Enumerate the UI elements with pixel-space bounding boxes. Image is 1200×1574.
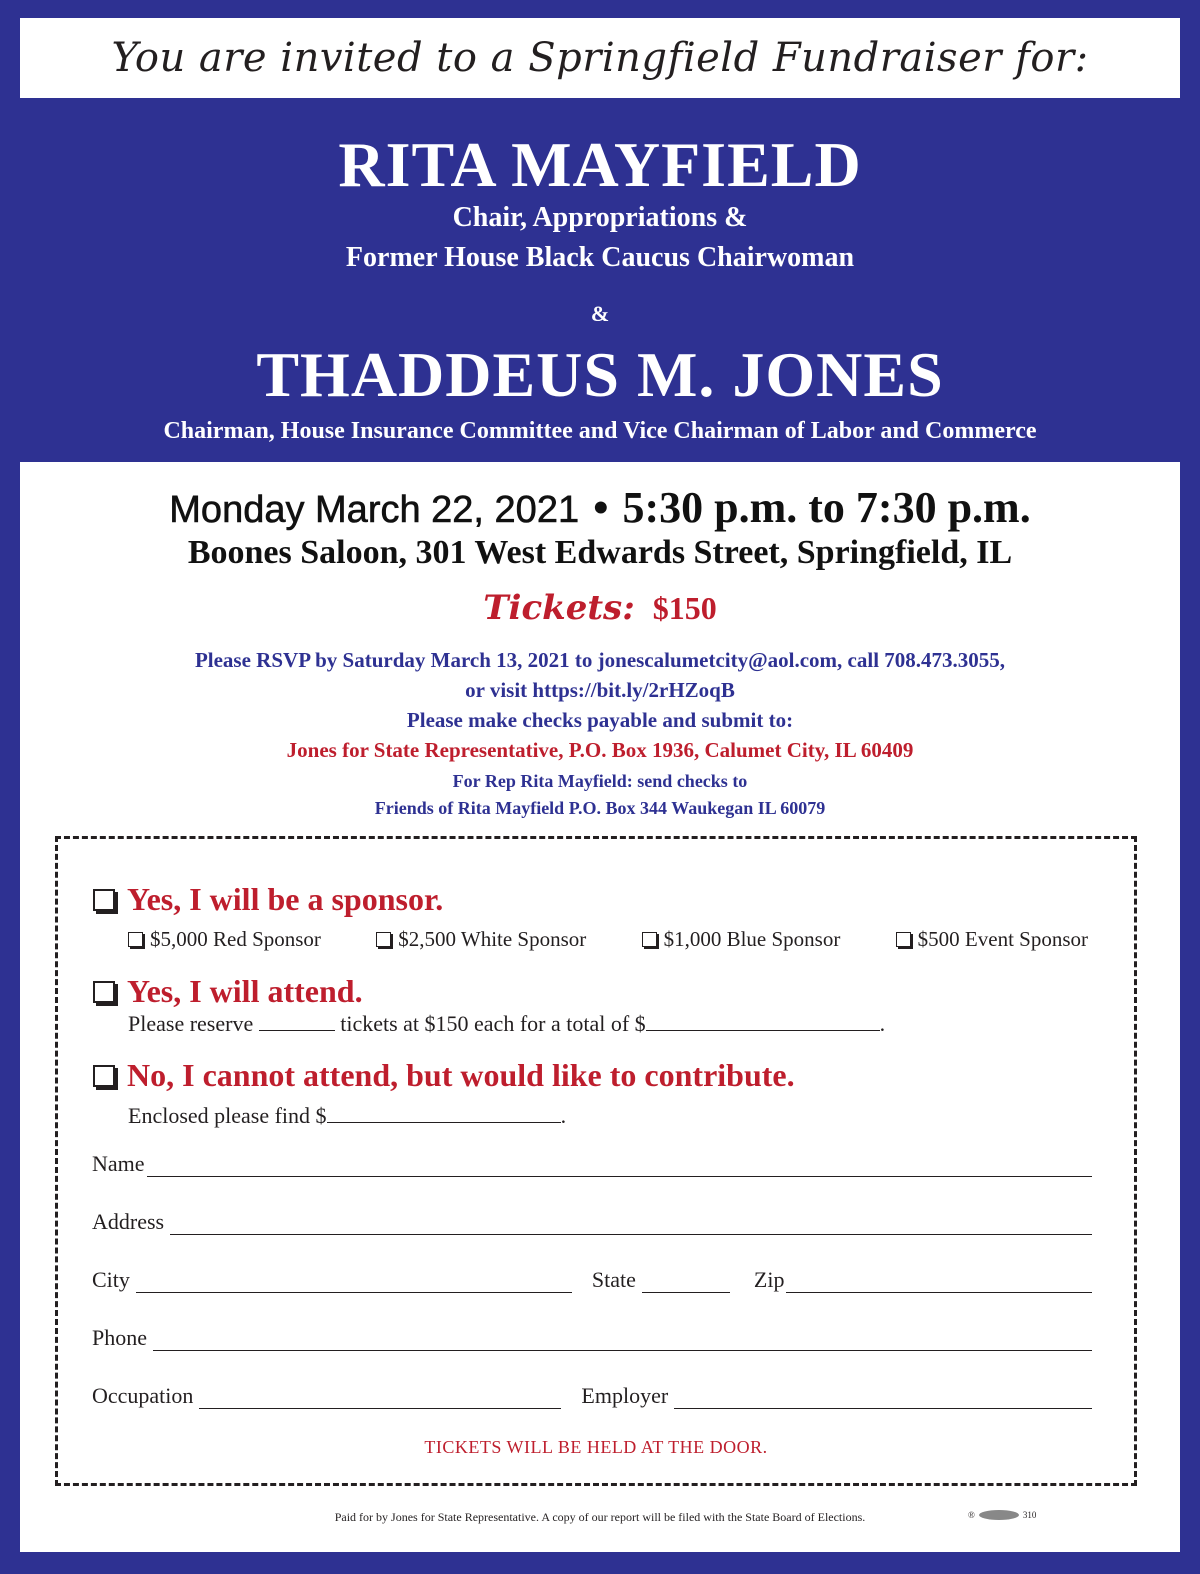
event-time: 5:30 p.m. to 7:30 p.m. [622, 483, 1031, 532]
event-date: Monday March 22, 2021 [169, 489, 580, 531]
union-number: 310 [1022, 1510, 1037, 1520]
period: . [560, 1103, 567, 1128]
candidate1-name: RITA MAYFIELD [338, 129, 862, 200]
enclosed-label: Enclosed please find $ [128, 1103, 327, 1128]
details-panel [20, 462, 1180, 1552]
reserve-label: Please reserve [128, 1011, 254, 1036]
zip-label: Zip [753, 1267, 785, 1292]
ampersand: & [590, 301, 610, 326]
enclosed-line [128, 1103, 566, 1129]
state-field[interactable] [642, 1273, 730, 1293]
checkbox[interactable] [642, 932, 657, 947]
name-row [92, 1151, 1092, 1177]
state-label: State [591, 1267, 636, 1292]
jones-mailing-address: Jones for State Representative, P.O. Box 1936, Calumet City, IL 60409 [286, 738, 914, 762]
sponsor-levels [128, 927, 1088, 952]
sponsor-option[interactable] [93, 881, 443, 918]
mayfield-checks-note: For Rep Rita Mayfield: send checks to [452, 771, 748, 791]
sponsor-level-event[interactable] [896, 927, 1088, 952]
city-field[interactable] [136, 1273, 572, 1293]
address-label: Address [92, 1209, 165, 1234]
bullet: • [593, 483, 609, 532]
paid-for-disclaimer: Paid for by Jones for State Representative. A copy of our report will be filed with the State Board of Elections. [334, 1510, 866, 1524]
attend-checkbox[interactable] [93, 981, 115, 1003]
rsvp-link-line: or visit https://bit.ly/2rHZoqB [465, 678, 735, 702]
union-logo-icon [979, 1510, 1019, 1520]
event-venue: Boones Saloon, 301 West Edwards Street, Springfield, IL [187, 534, 1013, 571]
checkbox[interactable] [896, 932, 911, 947]
contribution-amount-field[interactable] [327, 1105, 561, 1123]
occupation-label: Occupation [92, 1383, 194, 1408]
invitation-line: You are invited to a Springfield Fundraiser for: [111, 35, 1089, 81]
employer-label: Employer [581, 1383, 669, 1408]
candidate1-title2: Former House Black Caucus Chairwoman [345, 242, 855, 273]
name-label: Name [92, 1151, 145, 1176]
sponsor-level-label: $1,000 Blue Sponsor [663, 927, 841, 951]
sponsor-heading: Yes, I will be a sponsor. [127, 881, 444, 917]
city-label: City [92, 1267, 130, 1292]
checkbox[interactable] [376, 932, 391, 947]
candidate1-title1: Chair, Appropriations & [452, 202, 748, 233]
phone-label: Phone [92, 1325, 147, 1350]
occupation-field[interactable] [199, 1389, 561, 1409]
ticket-count-field[interactable] [259, 1013, 335, 1031]
period: . [879, 1011, 886, 1036]
zip-field[interactable] [786, 1273, 1092, 1293]
tickets-price: $150 [652, 590, 717, 626]
candidate2-name: THADDEUS M. JONES [256, 339, 944, 410]
phone-field[interactable] [153, 1331, 1092, 1351]
invitation-banner [20, 18, 1180, 98]
phone-row [92, 1325, 1092, 1351]
contribute-checkbox[interactable] [93, 1065, 115, 1087]
attend-option[interactable] [93, 973, 363, 1010]
sponsor-level-white[interactable] [376, 927, 586, 952]
ticket-price-line [20, 588, 1180, 628]
sponsor-checkbox[interactable] [93, 889, 115, 911]
sponsor-level-label: $500 Event Sponsor [917, 927, 1088, 951]
city-state-zip-row [92, 1267, 1092, 1293]
employer-field[interactable] [674, 1389, 1092, 1409]
checks-instruction: Please make checks payable and submit to: [406, 708, 794, 732]
contribute-option[interactable] [93, 1057, 795, 1094]
event-date-time [20, 482, 1180, 533]
contribute-heading: No, I cannot attend, but would like to contribute. [127, 1057, 795, 1093]
occupation-employer-row [92, 1383, 1092, 1409]
ticket-total-field[interactable] [646, 1013, 880, 1031]
sponsor-level-blue[interactable] [642, 927, 841, 952]
reserve-tickets-line [128, 1011, 885, 1037]
sponsor-level-red[interactable] [128, 927, 321, 952]
address-field[interactable] [170, 1215, 1092, 1235]
sponsor-level-label: $5,000 Red Sponsor [150, 927, 321, 951]
address-row [92, 1209, 1092, 1235]
reserve-price-label: tickets at $150 each for a total of $ [340, 1011, 646, 1036]
tickets-held-note: TICKETS WILL BE HELD AT THE DOOR. [424, 1437, 768, 1457]
candidates-section [0, 98, 1200, 460]
rsvp-line: Please RSVP by Saturday March 13, 2021 to jonescalumetcity@aol.com, call 708.473.3055, [194, 648, 1006, 672]
candidate2-title: Chairman, House Insurance Committee and Vice Chairman of Labor and Commerce [163, 418, 1037, 444]
union-bug [968, 1510, 1036, 1520]
name-field[interactable] [147, 1157, 1092, 1177]
registered-mark: ® [968, 1510, 975, 1520]
mayfield-mailing-address: Friends of Rita Mayfield P.O. Box 344 Waukegan IL 60079 [374, 798, 826, 818]
checkbox[interactable] [128, 932, 143, 947]
attend-heading: Yes, I will attend. [127, 973, 363, 1009]
tickets-label: Tickets: [483, 588, 635, 628]
response-form [55, 836, 1137, 1486]
sponsor-level-label: $2,500 White Sponsor [398, 927, 587, 951]
